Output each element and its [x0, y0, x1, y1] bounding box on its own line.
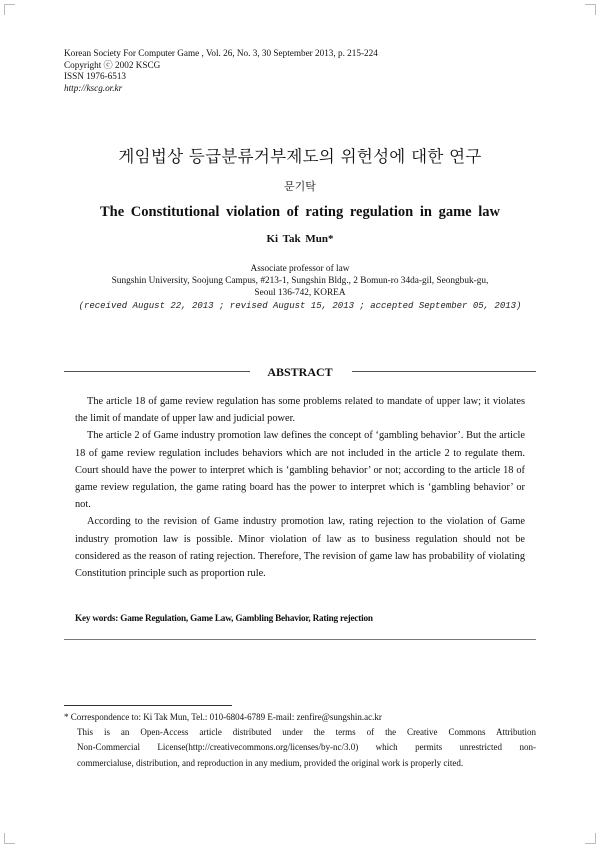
received-dates: (received August 22, 2013 ; revised August 15, 2013 ; accepted September 05, 2013)	[78, 300, 522, 311]
abstract-paragraph: The article 2 of Game industry promotion law defines the concept of ‘gambling behavior’. But the article 18 of game review regulation includes behaviors which are not included in the article 2 to regulate them. Court should have the power to interpret which is ‘gambling behavior’ or not; according to the article 18 of game review regulation, the game rating board has the power to interpret which is ‘gambling behavior’ or not.	[75, 430, 525, 511]
page-corner-mark	[585, 833, 596, 844]
heading-rule-right	[352, 371, 536, 372]
address-line: Sungshin University, Soojung Campus, #213-1, Sungshin Bldg., 2 Bomun-ro 34da-gil, Seongbuk-gu,	[111, 276, 489, 287]
korean-author: 문기탁	[284, 180, 316, 193]
footnote	[64, 710, 536, 771]
journal-citation: Korean Society For Computer Game , Vol. 26, No. 3, 30 September 2013, p. 215-224	[64, 48, 378, 58]
korean-title: 게임법상 등급분류거부제도의 위헌성에 대한 연구	[118, 147, 482, 166]
page-corner-mark	[585, 4, 596, 15]
journal-header	[64, 48, 378, 94]
keywords-divider	[64, 639, 536, 640]
copyright-line: Copyright ⓒ 2002 KSCG	[64, 59, 161, 70]
abstract-body	[75, 393, 525, 582]
footnote-rule	[64, 705, 232, 706]
license-line: commercialuse, distribution, and reproduction in any medium, provided the original work is properly cited.	[77, 757, 464, 768]
abstract-title: ABSTRACT	[267, 365, 333, 379]
author-position: Associate professor of law	[250, 264, 350, 274]
keywords: Key words: Game Regulation, Game Law, Gambling Behavior, Rating rejection	[75, 613, 373, 623]
abstract-paragraph: The article 18 of game review regulation has some problems related to mandate of upper law; it violates the limit of mandate of upper law and judicial power.	[75, 396, 525, 425]
page-corner-mark	[4, 4, 15, 15]
page-corner-mark	[4, 833, 15, 844]
license-line: Non-Commercial License(http://creativecommons.org/licenses/by-nc/3.0) which permits unrestricted non-	[77, 742, 536, 753]
english-title: The Constitutional violation of rating regulation in game law	[100, 204, 500, 220]
correspondence-line: * Correspondence to: Ki Tak Mun, Tel.: 010-6804-6789 E-mail: zenfire@sungshin.ac.kr	[64, 712, 382, 722]
english-author: Ki Tak Mun*	[266, 233, 334, 245]
license-line: This is an Open-Access article distributed under the terms of the Creative Commons Attribution	[77, 727, 536, 738]
affiliation-block	[60, 263, 540, 312]
abstract-paragraph: According to the revision of Game industry promotion law, rating rejection to the violation of Game industry promotion law is possible. Minor violation of law as to business regulation should not be considered as the reason of rating rejection. Therefore, The revision of game law has probability of violating Constitution principle such as proportion rule.	[75, 516, 525, 580]
address-line: Seoul 136-742, KOREA	[254, 288, 346, 299]
issn-line: ISSN 1976-6513	[64, 71, 127, 81]
journal-url: http://kscg.or.kr	[64, 82, 123, 93]
